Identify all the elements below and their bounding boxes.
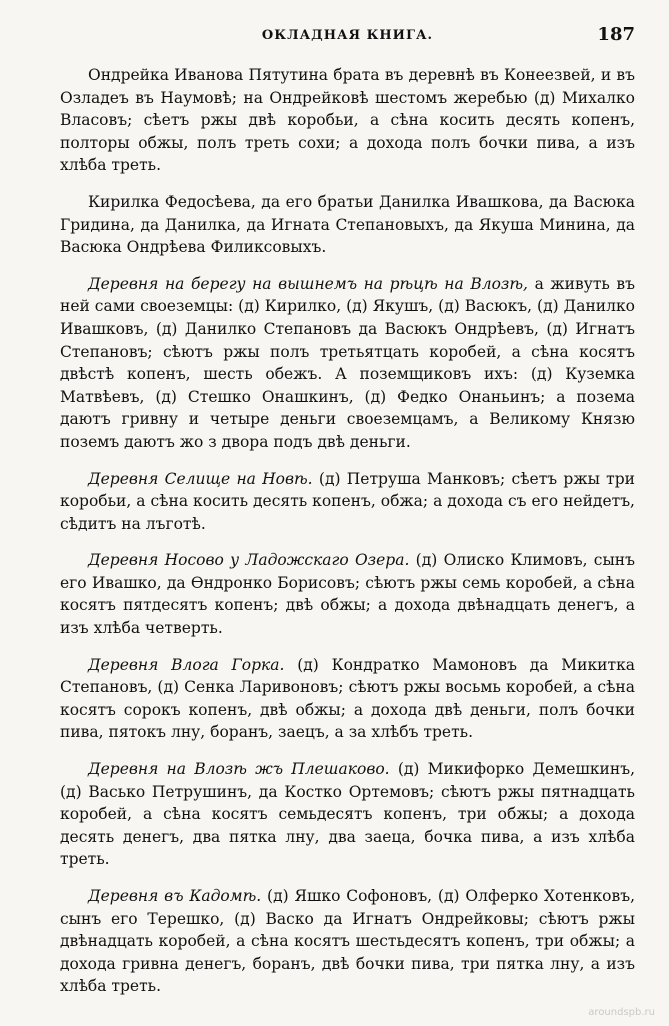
entry-6 [60,654,635,744]
entry-7 [60,758,635,871]
entry-text: Ондрейка Иванова Пятутина брата въ деревнѣ въ Конеезвей, и въ Озладеъ въ Наумовѣ; на Ондрейковѣ шестомъ жеребью (д) Михалко Власовъ; сѣетъ ржы двѣ коробьи, а сѣна косить десять копенъ, полторы обжы, полъ треть сохи; а дохода полъ бочки пива, а изъ хлѣба треть. [60,66,635,175]
entry-3 [60,273,635,454]
page-number: 187 [597,24,635,45]
entry-text: (д) Петруша Манковъ; сѣетъ ржы три коробьи, а сѣна косить десять копенъ, обжа; а дохода съ его нейдетъ, сѣдитъ на лъготѣ. [60,469,635,533]
entry-place: Деревня на Влозѣ жъ Плешаково. [88,760,390,779]
page-header [60,24,635,50]
entry-text: Кирилка Федосѣева, да его братьи Данилка Ивашкова, да Васюка Гридина, да Данилка, да Игната Степановыхъ, да Якуша Минина, да Васюка Ондрѣева Филиксовыхъ. [60,192,635,257]
entry-place: Деревня Селище на Новѣ. [88,469,313,488]
entry-8 [60,885,635,998]
entry-place: Деревня Носово у Ладожскаго Озера. [88,551,410,570]
entry-place: Деревня Влога Горка. [88,655,285,674]
entry-4 [60,468,635,536]
entry-text: а живуть въ ней сами своеземцы: (д) Кирилко, (д) Якушъ, (д) Васюкъ, (д) Данилко Ивашковъ, (д) Данилко Степановъ да Васюкъ Ондрѣевъ, (д) Игнатъ Степановъ; сѣютъ ржы полъ третьятцать коробей, а сѣна косятъ двѣстѣ копенъ, шесть обежъ. А поземщиковъ ихъ: (д) Куземка Матвѣевъ, (д) Стешко Онашкинъ, (д) Федко Онаньинъ; а позема даютъ гривну и четыре деньги своеземцамъ, а Великому Князю поземъ даютъ жо з двора подъ двѣ деньги. [60,274,635,451]
entry-place: Деревня въ Кадомѣ. [88,887,262,905]
entry-text: (д) Олиско Климовъ, сынъ его Ивашко, да Ѳндронко Борисовъ; сѣютъ ржы семь коробей, а сѣна косятъ пятдесятъ копенъ; двѣ обжы; а дохода двѣнадцать денегъ, а изъ хлѣба четверть. [60,551,635,638]
entry-place: Деревня на берегу на вышнемъ на рѣцѣ на Влозѣ, [88,274,528,293]
watermark: aroundspb.ru [588,1007,655,1018]
entry-5 [60,549,635,639]
entry-text: (д) Яшко Софоновъ, (д) Олферко Хотенковъ, сынъ его Терешко, (д) Васко да Игнатъ Ондрейковы; сѣютъ ржы двѣнадцать коробей, а сѣна косятъ шестьдесятъ копенъ, три обжы; а дохода гривна денегъ, боранъ, двѣ бочки пива, три пятка лну, а изъ хлѣба треть. [60,887,635,996]
running-title: ОКЛАДНАЯ КНИГА. [261,28,434,43]
entry-2 [60,191,635,259]
entry-text: (д) Микифорко Демешкинъ, (д) Васько Петрушинъ, да Костко Ортемовъ; сѣютъ ржы пятнадцать коробей, а сѣна косятъ семьдесятъ копенъ, три обжы; а дохода десять денегъ, два пятка лну, два заеца, бочка пива, а изъ хлѣба треть. [60,760,636,869]
entry-1 [60,64,635,177]
entry-text: (д) Кондратко Мамоновъ да Микитка Степановъ, (д) Сенка Ларивоновъ; сѣютъ ржы восьмь коробей, а сѣна косятъ сорокъ копенъ, двѣ обжы; а дохода двѣ деньги, полъ бочки пива, пятокъ лну, боранъ, заецъ, а за хлѣбъ треть. [60,655,635,742]
